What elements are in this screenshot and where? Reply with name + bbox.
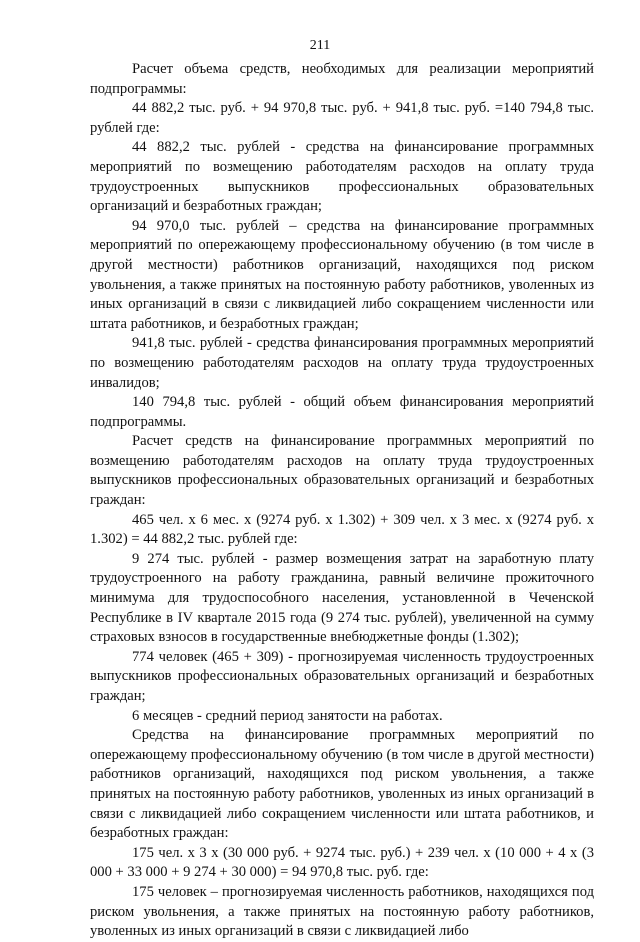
paragraph-total-formula: 44 882,2 тыс. руб. + 94 970,8 тыс. руб. + 941,8 тыс. руб. =140 794,8 тыс. рублей где: xyxy=(90,100,594,136)
document-body xyxy=(90,60,594,942)
paragraph-calc-intro: Расчет объема средств, необходимых для реализации мероприятий подпрограммы: xyxy=(90,61,594,97)
paragraph-training-formula: 175 чел. х 3 х (30 000 руб. + 9274 тыс. руб.) + 239 чел. х (10 000 + 4 х (3 000 + 33 000 + 9 274 + 30 000) = 94 970,8 тыс. руб. где: xyxy=(90,844,594,881)
paragraph-total-funds: 140 794,8 тыс. рублей - общий объем финансирования мероприятий подпрограммы. xyxy=(90,394,594,430)
paragraph-graduates-funds: 44 882,2 тыс. рублей - средства на финансирование программных мероприятий по возмещению работодателям расходов на оплату труда трудоустроенных выпускников профессиональных образовательных организаций и безработных граждан; xyxy=(90,139,594,215)
paragraph-disabled-funds: 941,8 тыс. рублей - средства финансирования программных мероприятий по возмещению работодателям расходов на оплату труда трудоустроенных инвалидов; xyxy=(90,335,594,391)
paragraph-graduates-calc-intro: Расчет средств на финансирование программных мероприятий по возмещению работодателям расходов на оплату труда трудоустроенных выпускников профессиональных образовательных организаций и безработных граждан: xyxy=(90,433,594,509)
paragraph-graduates-formula: 465 чел. х 6 мес. х (9274 руб. х 1.302) + 309 чел. х 3 мес. х (9274 руб. х 1.302) = 44 882,2 тыс. рублей где: xyxy=(90,511,594,548)
page-number: 211 xyxy=(309,38,331,53)
paragraph-training-calc-intro: Средства на финансирование программных мероприятий по опережающему профессиональному обучению (в том числе в другой местности) работников организаций, находящихся под риском увольнения, а также принятых на постоянную работу работников, уволенных из иных организаций в связи с ликвидацией либо сокращением численности или штата работников, и безработных граждан: xyxy=(90,727,594,842)
paragraph-training-funds: 94 970,0 тыс. рублей – средства на финансирование программных мероприятий по опережающему профессиональному обучению (в том числе в другой местности) работников организаций, находящихся под риском увольнения, а также принятых на постоянную работу работников, уволенных из иных организаций в связи с ликвидацией либо сокращением численности или штата работников, и безработных граждан; xyxy=(90,217,594,332)
paragraph-workers-count: 175 человек – прогнозируемая численность работников, находящихся под риском увольнения, а также принятых на постоянную работу работников, уволенных из иных организаций в связи с ликвидацией либо xyxy=(90,883,594,940)
paragraph-graduates-count: 774 человек (465 + 309) - прогнозируемая численность трудоустроенных выпускников профессиональных образовательных организаций и безработных граждан; xyxy=(90,648,594,704)
paragraph-subsistence-minimum: 9 274 тыс. рублей - размер возмещения затрат на заработную плату трудоустроенного на работу гражданина, равный величине прожиточного минимума для трудоспособного населения, установленной в Чеченской Республике в IV квартале 2015 года (9 274 тыс. рублей), увеличенной на сумму страховых взносов в государственные внебюджетные фонды (1.302); xyxy=(90,550,594,646)
paragraph-employment-period: 6 месяцев - средний период занятости на работах. xyxy=(132,707,443,724)
